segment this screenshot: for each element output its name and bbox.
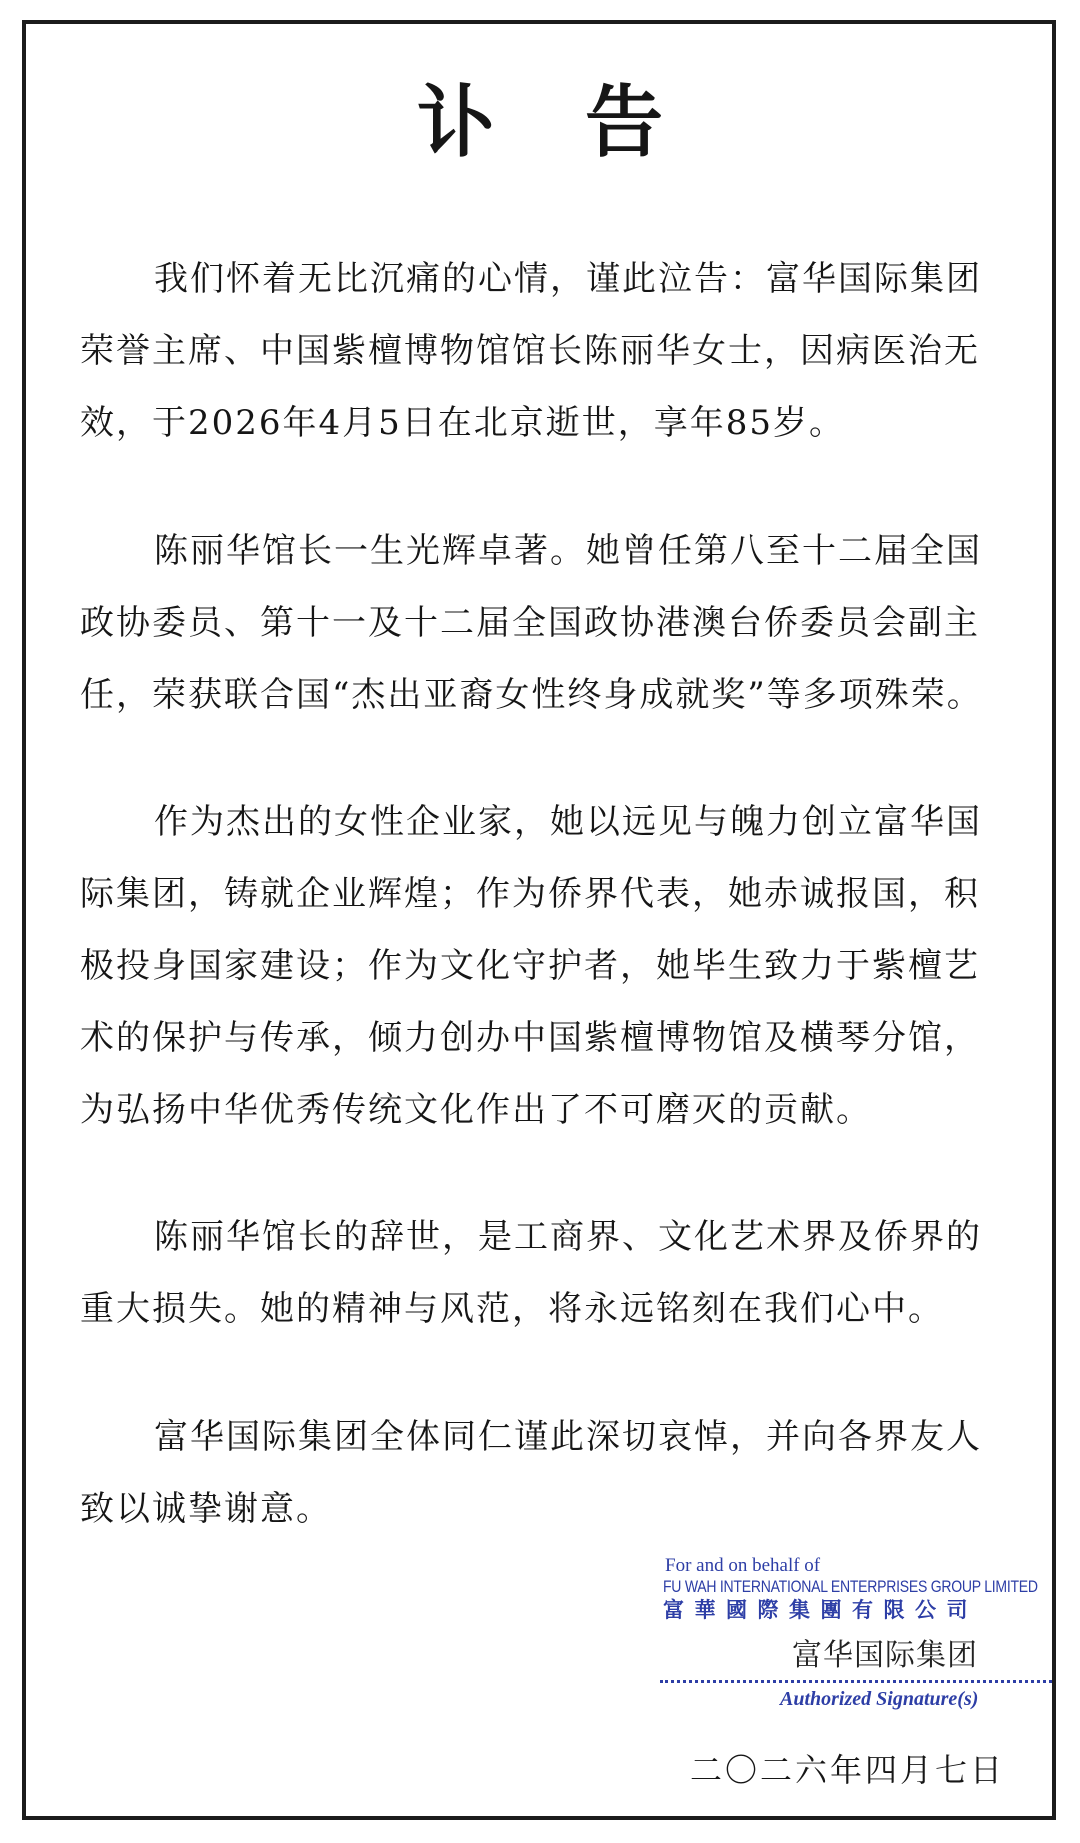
notice-date: 二〇二六年四月七日 — [690, 1751, 1006, 1789]
authorized-signature-label: Authorized Signature(s) — [780, 1688, 979, 1710]
stamp-line-behalf: For and on behalf of — [665, 1555, 821, 1576]
paragraph-announcement: 我们怀着无比沉痛的心情，谨此泣告：富华国际集团荣誉主席、中国紫檀博物馆馆长陈丽华女士，因病医治无效，于2026年4月5日在北京逝世，享年85岁。 — [80, 259, 982, 443]
paragraph-loss: 陈丽华馆长的辞世，是工商界、文化艺术界及侨界的重大损失。她的精神与风范，将永远铭刻在我们心中。 — [80, 1217, 982, 1329]
paragraph-honors: 陈丽华馆长一生光辉卓著。她曾任第八至十二届全国政协委员、第十一及十二届全国政协港澳台侨委员会副主任，荣获联合国“杰出亚裔女性终身成就奖”等多项殊荣。 — [80, 531, 983, 715]
signature-dotted-line — [660, 1680, 1052, 1683]
notice-title: 讣告 — [416, 78, 753, 168]
signature: 富华国际集团 — [792, 1638, 978, 1673]
paragraph-condolence: 富华国际集团全体同仁谨此深切哀悼，并向各界友人致以诚挚谢意。 — [80, 1417, 982, 1529]
stamp-line-company-zh: 富華國際集團有限公司 — [663, 1597, 978, 1622]
company-stamp — [663, 1555, 1053, 1623]
paragraph-achievements: 作为杰出的女性企业家，她以远见与魄力创立富华国际集团，铸就企业辉煌；作为侨界代表，她赤诚报国，积极投身国家建设；作为文化守护者，她毕生致力于紫檀艺术的保护与传承，倾力创办中国紫檀博物馆及横琴分馆，为弘扬中华优秀传统文化作出了不可磨灭的贡献。 — [80, 802, 982, 1130]
stamp-line-company-en: FU WAH INTERNATIONAL ENTERPRISES GROUP LIMITED — [663, 1578, 1038, 1596]
